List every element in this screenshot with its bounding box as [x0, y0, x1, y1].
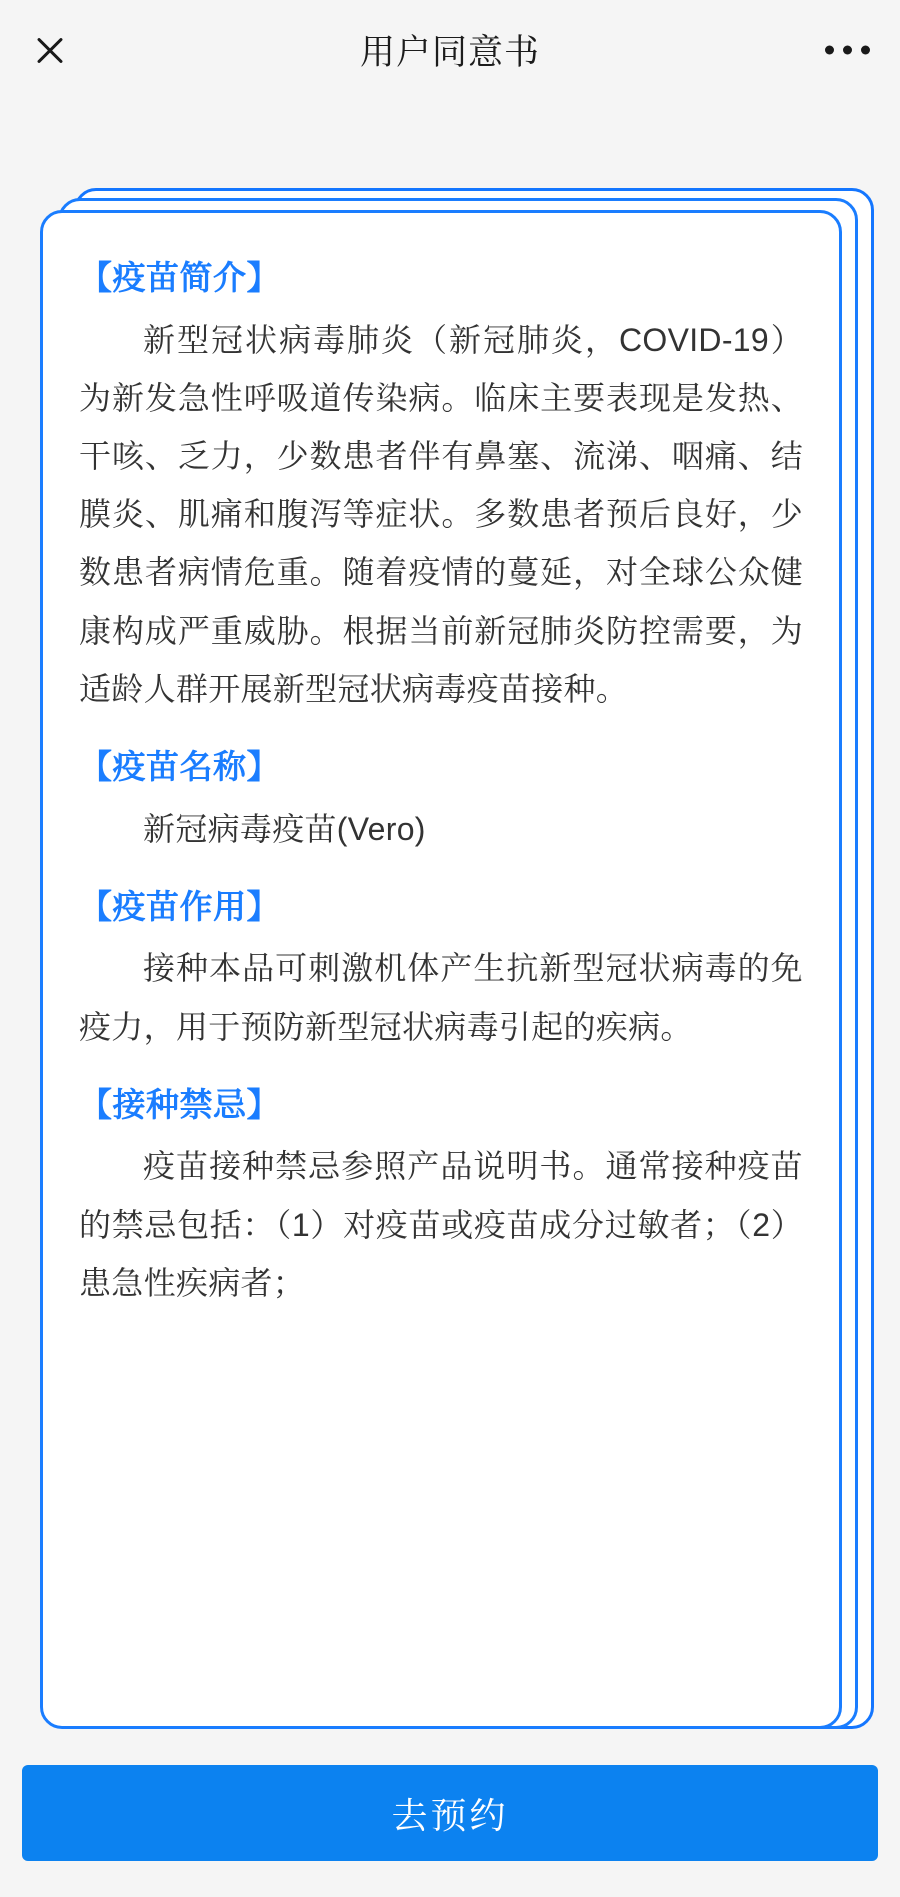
section-body: 接种本品可刺激机体产生抗新型冠状病毒的免疫力，用于预防新型冠状病毒引起的疾病。: [79, 950, 803, 1045]
section-title: 【疫苗简介】: [79, 259, 280, 296]
section-title: 【疫苗作用】: [79, 887, 280, 925]
footer-bar: [0, 1729, 900, 1897]
consent-card-stack: [0, 100, 900, 1729]
consent-document-scroll[interactable]: [79, 253, 803, 1726]
section-vaccine-effect: [79, 882, 803, 1056]
section-body: 新冠病毒疫苗(Vero): [143, 810, 426, 847]
more-options-icon[interactable]: [825, 46, 870, 55]
section-vaccine-name: [79, 742, 803, 858]
section-contraindications: [79, 1080, 803, 1312]
make-appointment-button[interactable]: 去预约: [22, 1765, 878, 1861]
consent-document-card[interactable]: [40, 210, 842, 1729]
page-header: [0, 0, 900, 100]
section-vaccine-intro: [79, 253, 803, 718]
close-icon[interactable]: [28, 28, 72, 72]
page-title: 用户同意书: [359, 33, 540, 72]
section-title: 【接种禁忌】: [79, 1085, 280, 1123]
section-body: 疫苗接种禁忌参照产品说明书。通常接种疫苗的禁忌包括：（1）对疫苗或疫苗成分过敏者；（2）患急性疾病者；: [79, 1148, 803, 1301]
section-title: 【疫苗名称】: [79, 748, 280, 786]
section-body: 新型冠状病毒肺炎（新冠肺炎，COVID-19）为新发急性呼吸道传染病。临床主要表现是发热、干咳、乏力，少数患者伴有鼻塞、流涕、咽痛、结膜炎、肌痛和腹泻等症状。多数患者预后良好，少数患者病情危重。随着疫情的蔓延，对全球公众健康构成严重威胁。根据当前新冠肺炎防控需要，为适龄人群开展新型冠状病毒疫苗接种。: [79, 321, 803, 707]
